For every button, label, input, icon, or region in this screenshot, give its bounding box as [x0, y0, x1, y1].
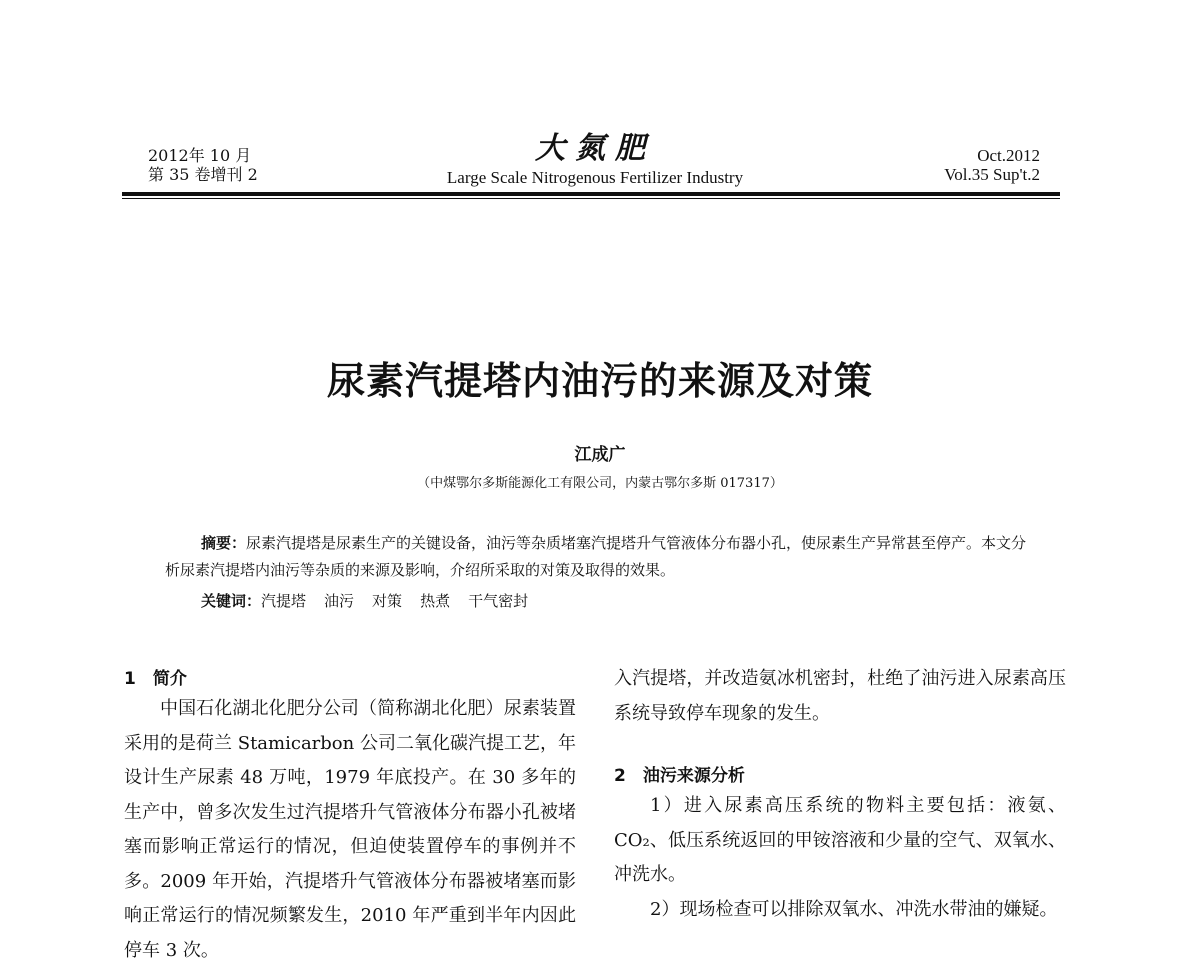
body-paragraph: 中国石化湖北化肥分公司（简称湖北化肥）尿素装置采用的是荷兰 Stamicarbon 公司二氧化碳汽提工艺，年设计生产尿素 48 万吨，1979 年底投产。在 30 多年的生产中，曾多次发生过汽提塔升气管液体分布器小孔被堵塞而影响正常运行的情况，但迫使装置停车的事例并不多。2009 年开始，汽提塔升气管液体分布器被堵塞而影响正常运行的情况频繁发生，2010 年严重到半年内因此停车 3 次。	[124, 698, 576, 961]
author-affiliation: （中煤鄂尔多斯能源化工有限公司，内蒙古鄂尔多斯 017317）	[417, 476, 783, 491]
keyword: 干气密封	[468, 592, 529, 610]
section-spacer	[614, 731, 1066, 759]
volume-en: Vol.35 Sup't.2	[944, 165, 1040, 184]
journal-logo: 大氮肥	[535, 131, 655, 166]
abstract-text: 尿素汽提塔是尿素生产的关键设备，油污等杂质堵塞汽提塔升气管液体分布器小孔，使尿素生产异常甚至停产。本文分析尿素汽提塔内油污等杂质的来源及影响，介绍所采取的对策及取得的效果。	[165, 534, 1027, 579]
article-title: 尿素汽提塔内油污的来源及对策	[326, 359, 873, 403]
body-paragraph-continued: 入汽提塔，并改造氨冰机密封，杜绝了油污进入尿素高压系统导致停车现象的发生。	[614, 668, 1066, 724]
body-column-right	[614, 662, 1066, 927]
abstract-label: 摘要：	[201, 534, 247, 552]
journal-name-en: Large Scale Nitrogenous Fertilizer Industry	[446, 168, 744, 187]
section-heading-intro: 1 简介	[124, 669, 187, 689]
volume-cn: 第 35 卷增刊 2	[148, 165, 258, 184]
keywords-label: 关键词：	[201, 592, 262, 610]
issue-date-en: Oct.2012	[977, 146, 1040, 165]
keywords	[201, 589, 546, 613]
list-item: 2）现场检查可以排除双氧水、冲洗水带油的嫌疑。	[650, 898, 1058, 920]
header-rule-thick	[122, 192, 1060, 196]
section-heading-oil-source: 2 油污来源分析	[614, 766, 745, 786]
journal-issue-date-block	[148, 146, 258, 184]
keyword: 热煮	[420, 592, 451, 610]
list-item: 1）进入尿素高压系统的物料主要包括：液氨、CO₂、低压系统返回的甲铵溶液和少量的空气、双氧水、冲洗水。	[614, 795, 1066, 885]
body-column-left	[124, 662, 576, 968]
journal-issue-date-en-block	[944, 146, 1040, 184]
keyword: 油污	[324, 592, 355, 610]
keyword: 汽提塔	[261, 592, 307, 610]
article-author: 江成广	[574, 445, 626, 465]
header-rule-thin	[122, 198, 1060, 199]
journal-masthead	[420, 132, 770, 188]
issue-date-cn: 2012年 10 月	[148, 146, 252, 165]
abstract	[165, 530, 1040, 584]
keyword: 对策	[372, 592, 403, 610]
